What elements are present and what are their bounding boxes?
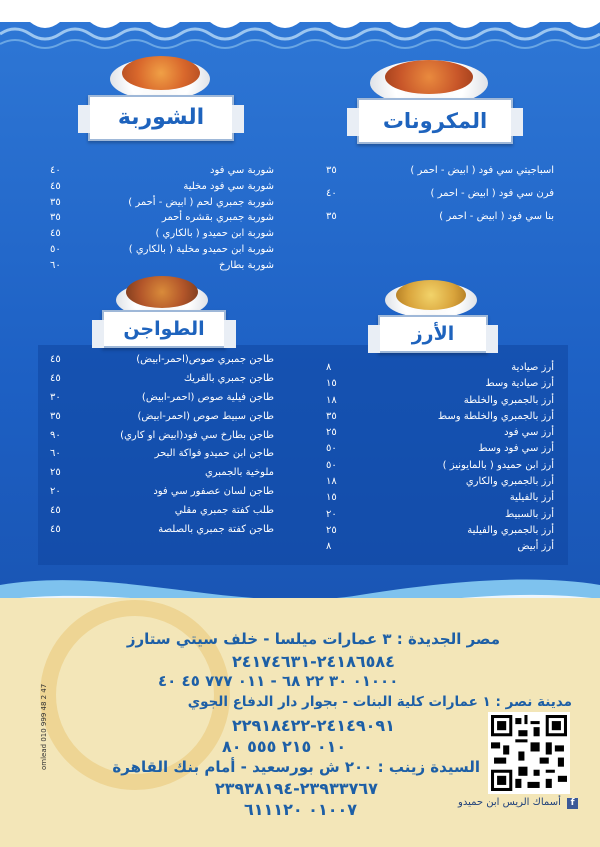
menu-item-name: أرز أبيض (517, 541, 554, 553)
menu-item-name: طاجن كفتة جمبري بالصلصة (158, 524, 274, 536)
menu-item-name: بنا سي فود ( ابيض - احمر ) (439, 211, 554, 222)
menu-item (324, 476, 554, 492)
facebook-page-label: أسماك الريس ابن حميدو (458, 797, 561, 808)
menu-item (322, 211, 554, 234)
branch-3-address: السيدة زينب : ٢٠٠ ش بورسعيد - أمام بنك القاهرة (112, 758, 480, 776)
side-contact-text (40, 684, 48, 770)
menu-item (50, 448, 274, 467)
menu-item-name: طاجن جمبري بالفريك (183, 372, 274, 384)
menu-item (50, 354, 274, 373)
menu-item-name: أرز بالفيلية (509, 492, 554, 504)
pasta-section-banner (357, 98, 513, 144)
menu-item-name: طلب كفتة جمبري مقلي (174, 505, 274, 517)
menu-item-price: ٥٠ (326, 443, 337, 455)
branch-1-phone-1: ٢٤١٨٦٥٨٤-٢٤١٧٤٦٣١ (232, 652, 395, 671)
menu-item (322, 165, 554, 188)
tagine-menu-list (50, 354, 274, 543)
menu-item-name: أرز سي فود (504, 427, 554, 439)
menu-item-name: طاجن جمبري صوص(احمر-ابيض) (136, 354, 274, 365)
tagine-section-banner (102, 310, 226, 348)
menu-item (324, 525, 554, 541)
menu-item-price: ٤٠ (326, 188, 337, 199)
menu-item (324, 460, 554, 476)
menu-item-price: ٣٥ (50, 196, 61, 208)
soup-menu-list (50, 165, 274, 276)
menu-item-price: ٣٥ (326, 211, 337, 222)
menu-item-price: ٢٠ (50, 486, 61, 498)
menu-item-price: ٣٥ (50, 410, 61, 422)
menu-item-price: ٦٠ (50, 259, 61, 271)
menu-item-price: ٣٥ (326, 410, 337, 422)
menu-item-price: ١٥ (326, 378, 337, 390)
menu-item-name: شوربة سي فود (210, 165, 274, 176)
branch-1-phone-2: ٠١٠٠٠ ٣٠ ٢٢ ٦٨ - ٠١١ ٧٧٧ ٤٥ ٤٠ (158, 672, 399, 690)
menu-item-price: ٢٥ (326, 524, 337, 536)
menu-item-price: ٤٠ (50, 165, 61, 176)
facebook-page-link[interactable] (458, 797, 578, 809)
menu-item-price: ٤٥ (50, 505, 61, 517)
menu-item-price: ٣٠ (50, 391, 61, 403)
menu-item-name: طاجن لسان عصفور سي فود (153, 486, 274, 498)
menu-item-price: ٤٥ (50, 180, 61, 192)
menu-item (324, 492, 554, 508)
pasta-menu-list (322, 165, 554, 234)
menu-item-price: ٩٠ (50, 429, 61, 441)
menu-item-price: ٤٥ (50, 372, 61, 384)
menu-item-name: طاجن سبيط صوص (احمر-ابيض) (137, 410, 274, 422)
menu-item (50, 260, 274, 276)
menu-item (50, 197, 274, 213)
menu-item (50, 411, 274, 430)
menu-item (50, 486, 274, 505)
menu-item (50, 228, 274, 244)
menu-item-name: طاجن فيلية صوص (احمر-ابيض) (141, 391, 274, 403)
menu-item-price: ٨ (326, 541, 332, 553)
menu-item-price: ١٥ (326, 492, 337, 504)
menu-item-price: ٢٥ (50, 467, 61, 479)
menu-item (324, 362, 554, 378)
menu-item (50, 165, 274, 181)
menu-item-price: ٣٥ (50, 212, 61, 224)
menu-item-name: شوربة بطارخ (218, 259, 274, 271)
menu-item-price: ١٨ (326, 394, 337, 406)
qr-code-icon (491, 715, 567, 791)
branch-3-phone-1: ٢٣٩٣٣٧٦٧-٢٣٩٣٨١٩٤ (215, 779, 378, 798)
menu-item-price: ٥٠ (50, 243, 61, 255)
menu-item (324, 395, 554, 411)
menu-item-name: أرز صيادية وسط (485, 378, 554, 390)
menu-item-name: شوربة جمبري لحم ( ابيض - أحمر ) (128, 196, 274, 208)
side-brand: omlead (40, 743, 48, 770)
menu-item-name: أرز بالجمبري والخلطة (463, 394, 554, 406)
menu-item-price: ١٨ (326, 476, 337, 488)
seafood-dish-image (122, 56, 200, 90)
rice-section-title: الأرز (411, 323, 455, 345)
side-number: 010 999 48 2 47 (40, 683, 48, 742)
soup-section-banner (88, 95, 234, 141)
rice-dish-image (396, 280, 466, 310)
menu-item (50, 181, 274, 197)
menu-item-price: ٨ (326, 362, 332, 373)
menu-item-price: ٥٠ (326, 459, 337, 471)
menu-item-price: ٤٥ (50, 354, 61, 365)
menu-item-name: اسباجيتي سي فود ( ابيض - احمر ) (410, 165, 554, 176)
menu-item (50, 524, 274, 543)
menu-item (50, 212, 274, 228)
qr-code[interactable] (488, 712, 570, 794)
menu-item (50, 430, 274, 449)
menu-item-name: شوربة سي فود مخلية (183, 180, 274, 192)
menu-item-price: ٢٠ (326, 508, 337, 520)
menu-item-name: فرن سي فود ( ابيض - احمر ) (430, 188, 554, 199)
branch-2-phone-1: ٢٤١٤٩٠٩١-٢٢٩١٨٤٢٢ (232, 716, 395, 735)
menu-item-name: أرز بالجمبري والفيلية (467, 524, 554, 536)
menu-item (50, 467, 274, 486)
pasta-section-title: المكرونات (382, 109, 488, 133)
menu-item-name: أرز ابن حميدو ( بالمايونيز ) (442, 459, 554, 471)
menu-item-name: أرز بالجمبري والخلطة وسط (437, 410, 554, 422)
menu-item (322, 188, 554, 211)
menu-item (50, 244, 274, 260)
menu-item-price: ٤٥ (50, 524, 61, 536)
soup-section-title: الشوربة (117, 105, 205, 130)
menu-item-price: ٢٥ (326, 427, 337, 439)
branch-2-phone-2: ٠١٠ ٢١٥ ٥٥٥ ٨٠ (222, 737, 347, 756)
menu-item (324, 427, 554, 443)
menu-item (324, 411, 554, 427)
tagine-section-title: الطواجن (123, 318, 205, 340)
menu-item-name: طاجن بطارخ سي فود(ابيض او كاري) (120, 429, 274, 441)
menu-item-name: شوربة ابن حميدو ( بالكاري ) (155, 228, 274, 240)
branch-1-address: مصر الجديدة : ٣ عمارات ميلسا - خلف سيتي ستارز (126, 630, 500, 648)
menu-item-name: شوربة ابن حميدو مخلية ( بالكاري ) (128, 243, 274, 255)
menu-item-name: أرز سي فود وسط (478, 443, 554, 455)
top-wave-decoration (0, 0, 600, 60)
menu-item-price: ٤٥ (50, 228, 61, 240)
menu-item (50, 373, 274, 392)
branch-3-phone-2: ٠١٠٠٧ ٦١١١٢٠ (244, 800, 357, 819)
rice-section-banner (378, 315, 488, 353)
menu-item (50, 392, 274, 411)
menu-item-price: ٣٥ (326, 165, 337, 176)
menu-item-name: ملوخية بالجمبري (204, 467, 274, 479)
branch-2-address: مدينة نصر : ١ عمارات كلية البنات - بجوار دار الدفاع الجوي (187, 694, 572, 710)
menu-item-name: طاجن ابن حميدو فواكة البحر (154, 448, 274, 460)
menu-item-name: أرز بالجمبري والكاري (465, 476, 554, 488)
menu-item-name: أرز بالسبيط (505, 508, 554, 520)
menu-item (324, 378, 554, 394)
menu-item (324, 443, 554, 459)
rice-menu-list (324, 362, 554, 558)
menu-item-price: ٦٠ (50, 448, 61, 460)
menu-item-name: أرز صيادية (511, 362, 554, 373)
tagine-dish-image (126, 276, 198, 308)
facebook-icon: f (567, 798, 578, 809)
pasta-dish-image (385, 60, 473, 94)
menu-item (50, 505, 274, 524)
menu-item (324, 509, 554, 525)
menu-item-name: شوربة جمبري بقشره أحمر (161, 212, 274, 224)
